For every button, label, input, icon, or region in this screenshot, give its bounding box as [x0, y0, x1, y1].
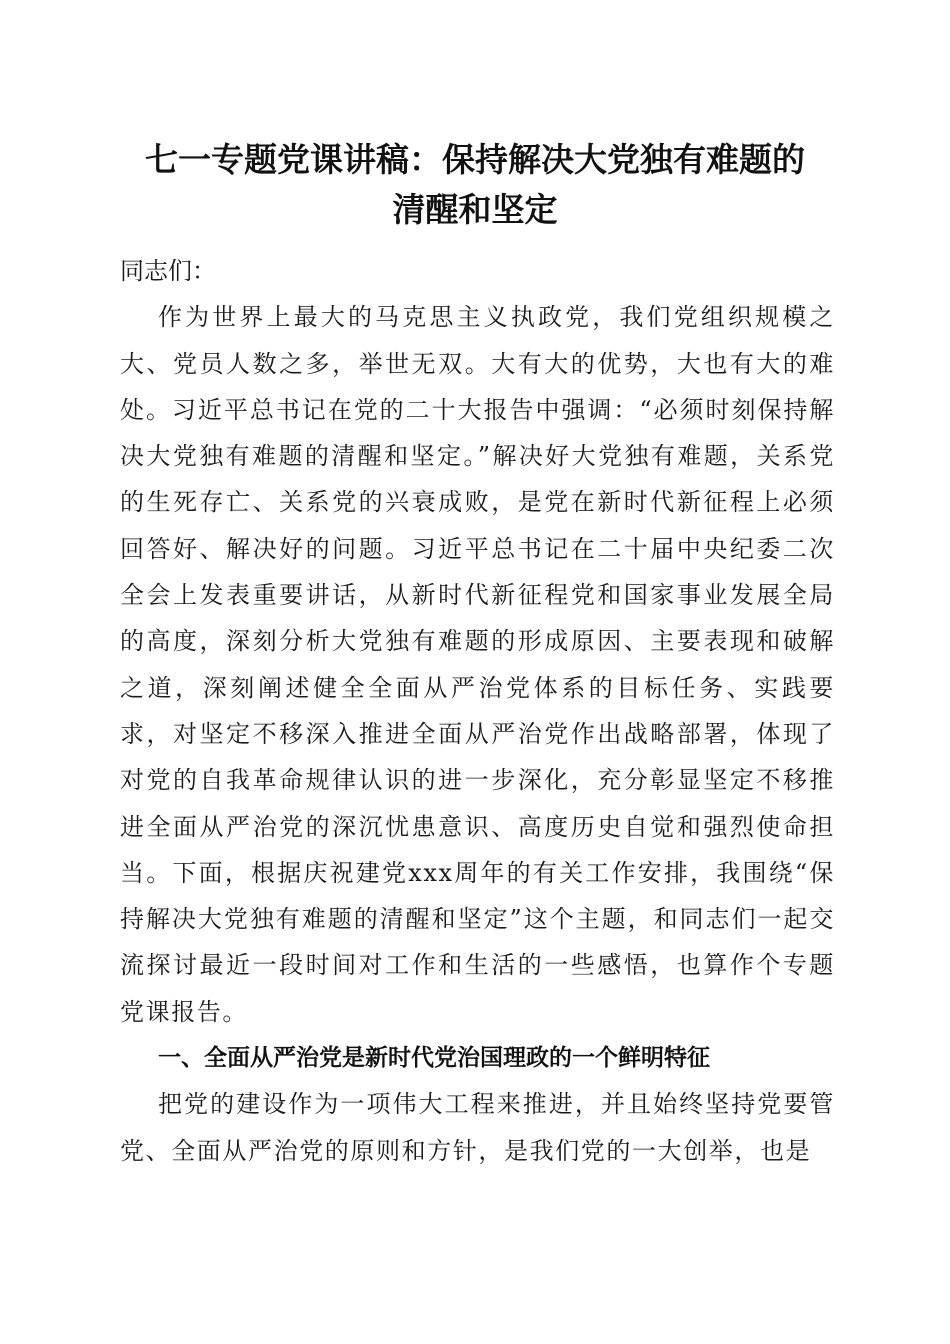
document-title-line-1: 七一专题党课讲稿：保持解决大党独有难题的 [145, 140, 805, 179]
document-body [120, 248, 835, 1174]
salutation: 同志们： [120, 257, 216, 285]
section-heading-1: 一、全面从严治党是新时代党治国理政的一个鲜明特征 [158, 1045, 710, 1072]
document-title-line-2: 清醒和坚定 [392, 190, 558, 229]
paragraph-intro: 作为世界上最大的马克思主义执政党，我们党组织规模之大、党员人数之多，举世无双。大有大的优势，大也有大的难处。习近平总书记在党的二十大报告中强调：“必须时刻保持解决大党独有难题的清醒和坚定。”解决好大党独有难题，关系党的生死存亡、关系党的兴衰成败，是党在新时代新征程上必须回答好、解决好的问题。习近平总书记在二十届中央纪委二次全会上发表重要讲话，从新时代新征程党和国家事业发展全局的高度，深刻分析大党独有难题的形成原因、主要表现和破解之道，深刻阐述健全全面从严治党体系的目标任务、实践要求，对坚定不移深入推进全面从严治党作出战略部署，体现了对党的自我革命规律认识的进一步深化，充分彰显坚定不移推进全面从严治党的深沉忧患意识、高度历史自觉和强烈使命担当。下面，根据庆祝建党xxx周年的有关工作安排，我围绕“保持解决大党独有难题的清醒和坚定”这个主题，和同志们一起交流探讨最近一段时间对工作和生活的一些感悟，也算作个专题党课报告。 [120, 303, 835, 1026]
paragraph-section-1: 把党的建设作为一项伟大工程来推进，并且始终坚持党要管党、全面从严治党的原则和方针，是我们党的一大创举，也是 [120, 1090, 835, 1165]
